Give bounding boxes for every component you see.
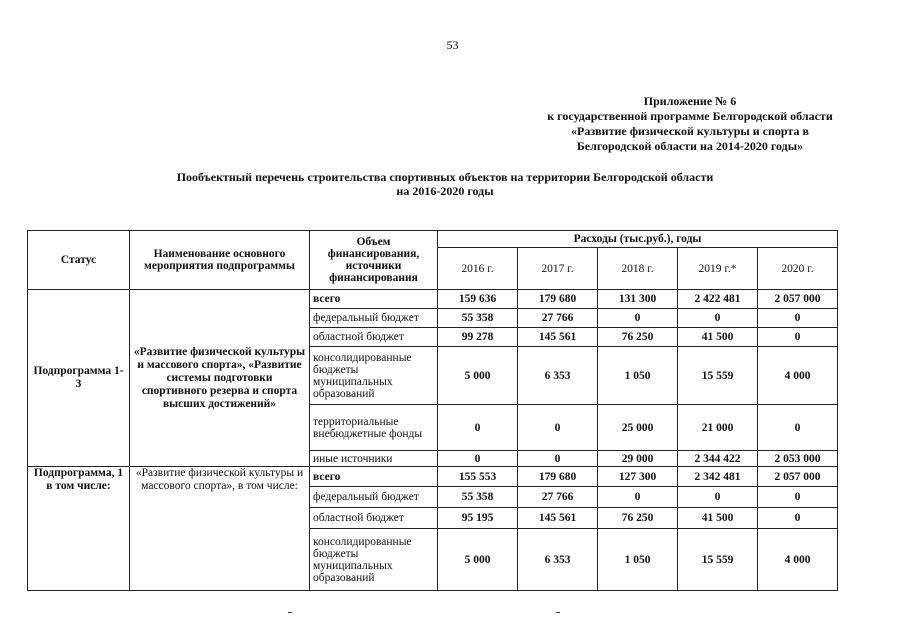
- cell-value: 2 057 000: [758, 467, 838, 487]
- cell-value: 0: [758, 508, 838, 529]
- row-source: областной бюджет: [310, 508, 438, 529]
- row-source: федеральный бюджет: [310, 487, 438, 508]
- cell-value: 2 422 481: [678, 290, 758, 309]
- cell-value: 0: [518, 405, 598, 451]
- row-source: областной бюджет: [310, 328, 438, 347]
- cell-value: 0: [438, 451, 518, 467]
- cell-value: 0: [518, 451, 598, 467]
- cell-value: 95 195: [438, 508, 518, 529]
- appendix-line-4: Белгородской области на 2014-2020 годы»: [576, 139, 804, 153]
- table-row: [28, 467, 838, 487]
- cell-value: 145 561: [518, 328, 598, 347]
- cell-value: 145 561: [518, 508, 598, 529]
- header-year-2020: 2020 г.: [758, 248, 838, 290]
- appendix-header: [520, 94, 860, 154]
- group-status: Подпрограмма, 1 в том числе:: [28, 467, 130, 591]
- cell-value: 4 000: [758, 529, 838, 591]
- cell-value: 5 000: [438, 347, 518, 405]
- cell-value: 4 000: [758, 347, 838, 405]
- cell-value: 55 358: [438, 487, 518, 508]
- cell-value: 27 766: [518, 309, 598, 328]
- cell-value: 2 057 000: [758, 290, 838, 309]
- cell-value: 76 250: [598, 328, 678, 347]
- cell-value: 2 344 422: [678, 451, 758, 467]
- scan-mark: [556, 612, 560, 613]
- group-name: «Развитие физической культуры и массового спорта», «Развитие системы подготовки спортивного резерва и спорта высших достижений»: [130, 290, 310, 467]
- cell-value: 159 636: [438, 290, 518, 309]
- group-status: Подпрограмма 1-3: [28, 290, 130, 467]
- cell-value: 0: [598, 309, 678, 328]
- cell-value: 0: [598, 487, 678, 508]
- cell-value: 27 766: [518, 487, 598, 508]
- cell-value: 2 053 000: [758, 451, 838, 467]
- appendix-line-2: к государственной программе Белгородской области: [547, 109, 833, 123]
- cell-value: 15 559: [678, 347, 758, 405]
- page-number: 53: [446, 38, 459, 52]
- cell-value: 1 050: [598, 347, 678, 405]
- cell-value: 15 559: [678, 529, 758, 591]
- cell-value: 179 680: [518, 290, 598, 309]
- row-source: всего: [310, 467, 438, 487]
- cell-value: 55 358: [438, 309, 518, 328]
- cell-value: 29 000: [598, 451, 678, 467]
- cell-value: 127 300: [598, 467, 678, 487]
- appendix-line-3: «Развитие физической культуры и спорта в: [571, 124, 809, 138]
- row-source: всего: [310, 290, 438, 309]
- cell-value: 0: [758, 405, 838, 451]
- financing-table: [27, 230, 838, 591]
- header-status: Статус: [28, 231, 130, 290]
- header-expenses: Расходы (тыс.руб.), годы: [438, 231, 838, 248]
- cell-value: 0: [438, 405, 518, 451]
- header-year-2017: 2017 г.: [518, 248, 598, 290]
- row-source: иные источники: [310, 451, 438, 467]
- cell-value: 155 553: [438, 467, 518, 487]
- cell-value: 6 353: [518, 347, 598, 405]
- row-source: консолидированные бюджеты муниципальных образований: [310, 347, 438, 405]
- title-line-2: на 2016-2020 годы: [396, 184, 494, 198]
- cell-value: 179 680: [518, 467, 598, 487]
- header-year-2019: 2019 г.*: [678, 248, 758, 290]
- cell-value: 6 353: [518, 529, 598, 591]
- appendix-line-1: Приложение № 6: [643, 94, 737, 108]
- header-year-2018: 2018 г.: [598, 248, 678, 290]
- title-line-1: Пообъектный перечень строительства спортивных объектов на территории Белгородской области: [176, 170, 714, 184]
- cell-value: 5 000: [438, 529, 518, 591]
- header-volume: Объем финансирования, источники финансирования: [310, 231, 438, 290]
- cell-value: 76 250: [598, 508, 678, 529]
- cell-value: 0: [758, 309, 838, 328]
- cell-value: 0: [678, 487, 758, 508]
- cell-value: 0: [678, 309, 758, 328]
- cell-value: 41 500: [678, 328, 758, 347]
- cell-value: 2 342 481: [678, 467, 758, 487]
- document-title: [120, 170, 770, 198]
- row-source: консолидированные бюджеты муниципальных образований: [310, 529, 438, 591]
- cell-value: 1 050: [598, 529, 678, 591]
- table-row: [28, 290, 838, 309]
- group-name: «Развитие физической культуры и массового спорта», в том числе:: [130, 467, 310, 591]
- cell-value: 41 500: [678, 508, 758, 529]
- row-source: территориальные внебюджетные фонды: [310, 405, 438, 451]
- scan-mark: [288, 612, 292, 613]
- cell-value: 0: [758, 487, 838, 508]
- row-source: федеральный бюджет: [310, 309, 438, 328]
- cell-value: 0: [758, 328, 838, 347]
- cell-value: 21 000: [678, 405, 758, 451]
- header-year-2016: 2016 г.: [438, 248, 518, 290]
- cell-value: 99 278: [438, 328, 518, 347]
- header-name: Наименование основного мероприятия подпрограммы: [130, 231, 310, 290]
- cell-value: 25 000: [598, 405, 678, 451]
- cell-value: 131 300: [598, 290, 678, 309]
